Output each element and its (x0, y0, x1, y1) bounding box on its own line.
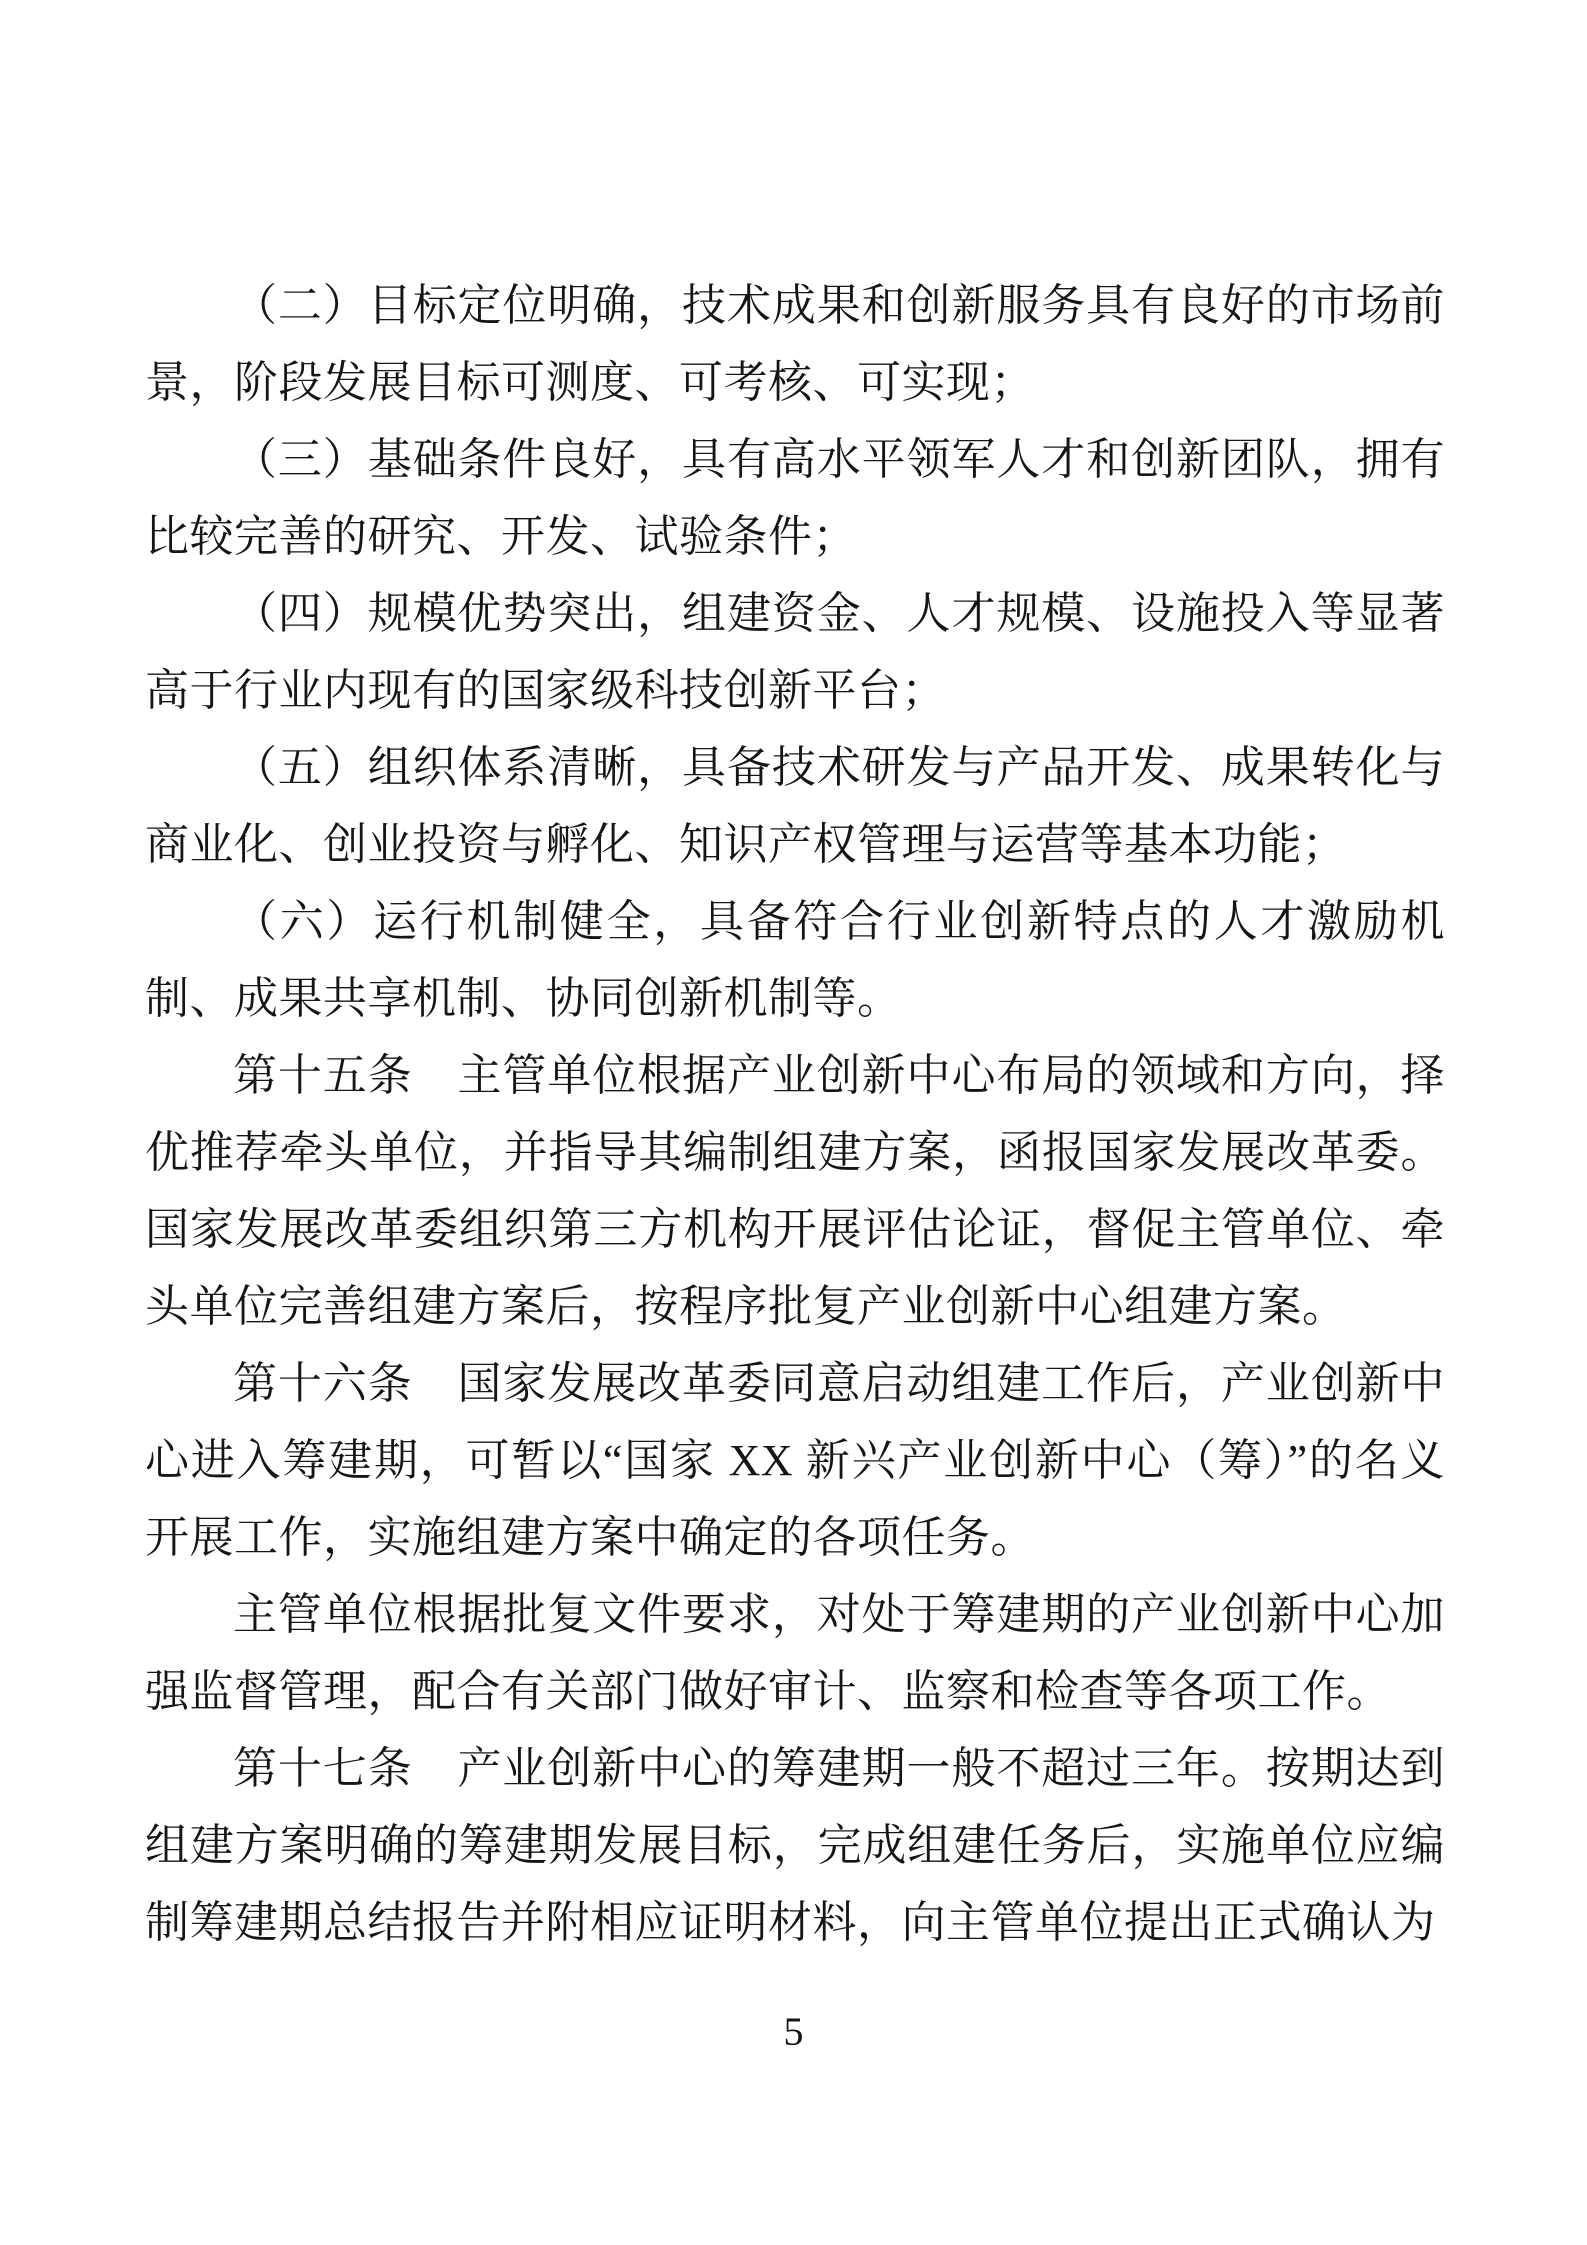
paragraph-article-16: 第十六条 国家发展改革委同意启动组建工作后，产业创新中心进入筹建期，可暂以“国家 XX 新兴产业创新中心（筹）”的名义开展工作，实施组建方案中确定的各项任务。 (145, 1359, 1445, 1562)
document-body (145, 267, 1445, 1961)
paragraph-clause-3: （三）基础条件良好，具有高水平领军人才和创新团队，拥有比较完善的研究、开发、试验条件； (145, 435, 1445, 561)
paragraph-article-16-cont: 主管单位根据批复文件要求，对处于筹建期的产业创新中心加强监督管理，配合有关部门做好审计、监察和检查等各项工作。 (145, 1590, 1445, 1716)
paragraph-clause-5: （五）组织体系清晰，具备技术研发与产品开发、成果转化与商业化、创业投资与孵化、知识产权管理与运营等基本功能； (145, 743, 1445, 869)
paragraph-article-17: 第十七条 产业创新中心的筹建期一般不超过三年。按期达到组建方案明确的筹建期发展目标，完成组建任务后，实施单位应编制筹建期总结报告并附相应证明材料，向主管单位提出正式确认为 (145, 1744, 1445, 1947)
page-number: 5 (783, 2009, 804, 2054)
paragraph-article-15: 第十五条 主管单位根据产业创新中心布局的领域和方向，择优推荐牵头单位，并指导其编制组建方案，函报国家发展改革委。国家发展改革委组织第三方机构开展评估论证，督促主管单位、牵头单位完善组建方案后，按程序批复产业创新中心组建方案。 (145, 1051, 1445, 1331)
paragraph-clause-4: （四）规模优势突出，组建资金、人才规模、设施投入等显著高于行业内现有的国家级科技创新平台； (145, 589, 1445, 715)
paragraph-clause-2: （二）目标定位明确，技术成果和创新服务具有良好的市场前景，阶段发展目标可测度、可考核、可实现； (145, 281, 1445, 407)
page-footer (0, 2008, 1587, 2056)
paragraph-clause-6: （六）运行机制健全，具备符合行业创新特点的人才激励机制、成果共享机制、协同创新机制等。 (145, 897, 1445, 1023)
